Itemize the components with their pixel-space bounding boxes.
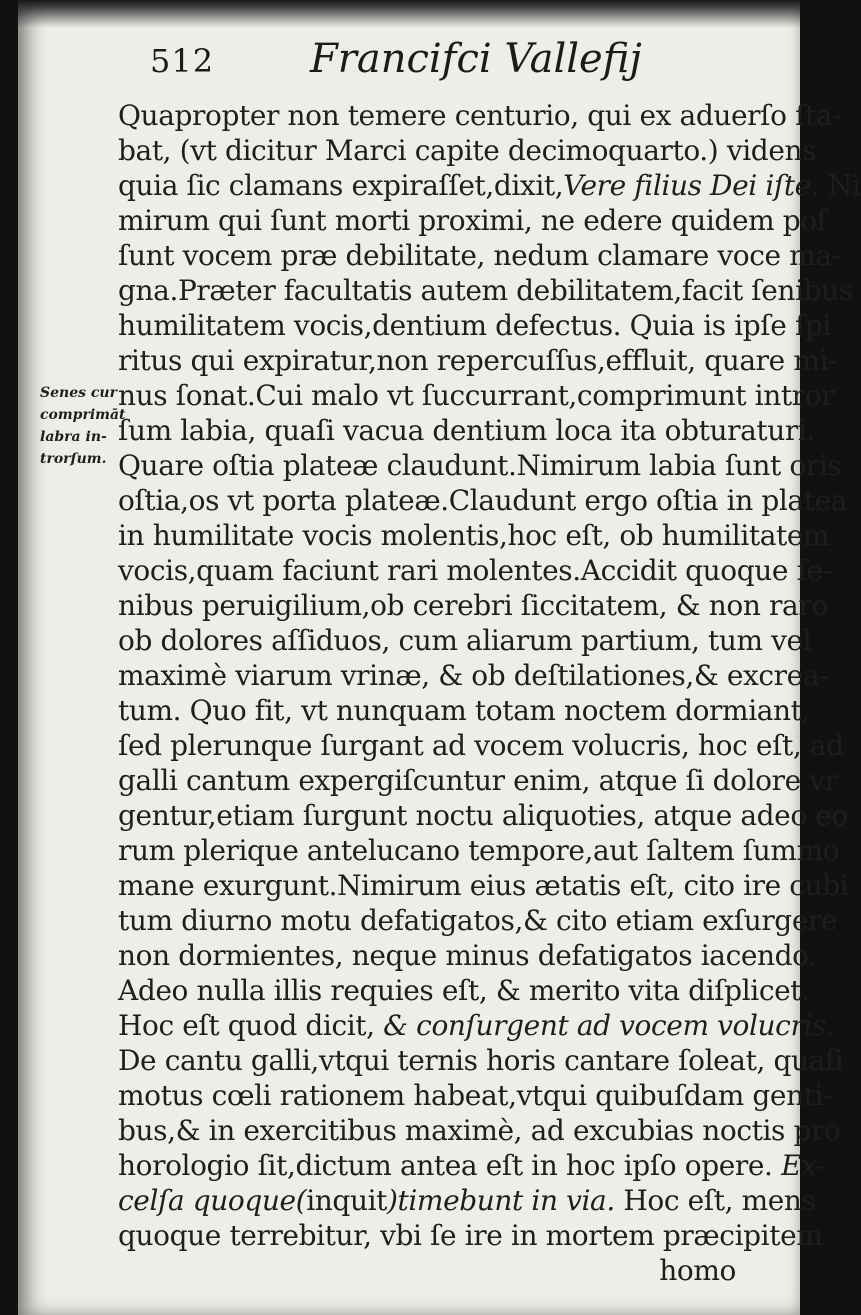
text-line [118,518,830,553]
text-run: gna.Præter facultatis autem debilitatem,facit ſenibus [118,274,853,307]
text-run: Hoc eſt, mens [614,1184,816,1217]
text-run: mirum qui ſunt morti proximi, ne edere quidem poſ [118,204,827,237]
text-run: inquit [306,1184,387,1217]
text-line [118,868,849,903]
text-run: in humilitate vocis molentis,hoc eſt, ob humilitatem [118,519,830,552]
text-run: De cantu galli,vtqui ternis horis cantare ſoleat, quaſi [118,1044,844,1077]
text-run: ſum labia, quaſi vacua dentium loca ita obturaturi. [118,414,815,447]
marginal-note-line: trorſum. [40,451,107,467]
text-line [118,273,853,308]
text-run: Quapropter non temere centurio, qui ex aduerſo ſta- [118,99,842,132]
text-line [118,168,861,203]
italic-run: & conſurgent ad vocem volucris. [383,1009,835,1042]
text-line [118,903,838,938]
text-run: horologio ſit,dictum antea eſt in hoc ipſo opere. [118,1149,782,1182]
text-line [118,553,832,588]
text-run: quia ſic clamans expiraſſet,dixit, [118,169,564,202]
italic-run: celſa quoque( [118,1184,307,1217]
text-run: Adeo nulla illis requies eſt, & merito vita diſplicet. [118,974,810,1007]
text-line [118,938,817,973]
text-line [118,203,827,238]
text-run: nibus peruigilium,ob cerebri ſiccitatem, & non raro [118,589,828,622]
text-line [118,798,848,833]
text-line [118,623,812,658]
running-title: Francifci Vallefij [310,36,642,82]
text-run: vocis,quam faciunt rari molentes.Accidit quoque ſe- [118,554,832,587]
italic-run: Vere filius Dei iſte. [563,169,820,202]
text-line [118,133,817,168]
text-line [118,308,831,343]
text-line [118,658,829,693]
text-line [118,343,838,378]
text-run: quoque terrebitur, vbi ſe ire in mortem præcipitem [118,1219,823,1252]
text-run: humilitatem vocis,dentium defectus. Quia is ipſe ſpi [118,309,831,342]
text-run: ob dolores aſſiduos, cum aliarum partium, tum vel [118,624,812,657]
text-run: ſed plerunque ſurgant ad vocem volucris, hoc eſt, ad [118,729,844,762]
text-line [118,728,844,763]
text-line [118,1078,833,1113]
text-line [118,763,838,798]
text-run: motus cœli rationem habeat,vtqui quibuſdam genti- [118,1079,833,1112]
italic-run: )timebunt in via. [387,1184,615,1217]
text-run: gentur,etiam ſurgunt noctu aliquoties, atque adeo eo [118,799,848,832]
text-run: Hoc eſt quod dicit, [118,1009,384,1042]
running-head [0,30,800,90]
text-line [118,833,840,868]
text-line [118,483,848,518]
text-run: nus ſonat.Cui malo vt ſuccurrant,comprimunt intror [118,379,835,412]
catchword: homo [659,1254,736,1287]
text-run: tum diurno motu defatigatos,& cito etiam exſurgere [118,904,838,937]
body-text [118,98,861,1288]
marginal-note-line: comprimāt [40,407,126,423]
text-run: bus,& in exercitibus maximè, ad excubias noctis pro [118,1114,841,1147]
text-run: galli cantum expergiſcuntur enim, atque ſi dolore vr [118,764,838,797]
page-edge-shadow [18,0,800,28]
text-line [118,238,841,273]
text-run: bat, (vt dicitur Marci capite decimoquarto.) videns [118,134,817,167]
page-number: 512 [150,42,215,80]
text-run: ſunt vocem præ debilitate, nedum clamare voce ma- [118,239,841,272]
text-run: rum plerique antelucano tempore,aut ſaltem ſummo [118,834,840,867]
text-line [118,588,828,623]
text-run: Quare oſtia plateæ claudunt.Nimirum labia ſunt oris [118,449,842,482]
text-line [118,98,842,133]
text-run: tum. Quo fit, vt nunquam totam noctem dormiant, [118,694,811,727]
text-line [118,413,815,448]
text-run: ritus qui expiratur,non repercuſſus,effluit, quare mi- [118,344,838,377]
text-line [118,1043,844,1078]
italic-run: Ex- [781,1149,826,1182]
text-line [118,1148,826,1183]
text-line [118,1183,816,1218]
text-run: non dormientes, neque minus defatigatos iacendo. [118,939,817,972]
text-line [118,1218,823,1253]
text-line [118,1008,835,1043]
text-line [118,693,811,728]
text-run: oſtia,os vt porta plateæ.Claudunt ergo oſtia in platea [118,484,848,517]
text-line [118,1113,841,1148]
text-run: Ni [819,169,861,202]
text-line [118,448,842,483]
text-line [118,973,810,1008]
text-line [118,378,835,413]
text-run: mane exurgunt.Nimirum eius ætatis eſt, cito ire cubi [118,869,849,902]
marginal-note-line: Senes cur [40,385,117,401]
text-run: maximè viarum vrinæ, & ob deſtilationes,& excrea- [118,659,829,692]
marginal-note-line: labra in- [40,429,107,445]
